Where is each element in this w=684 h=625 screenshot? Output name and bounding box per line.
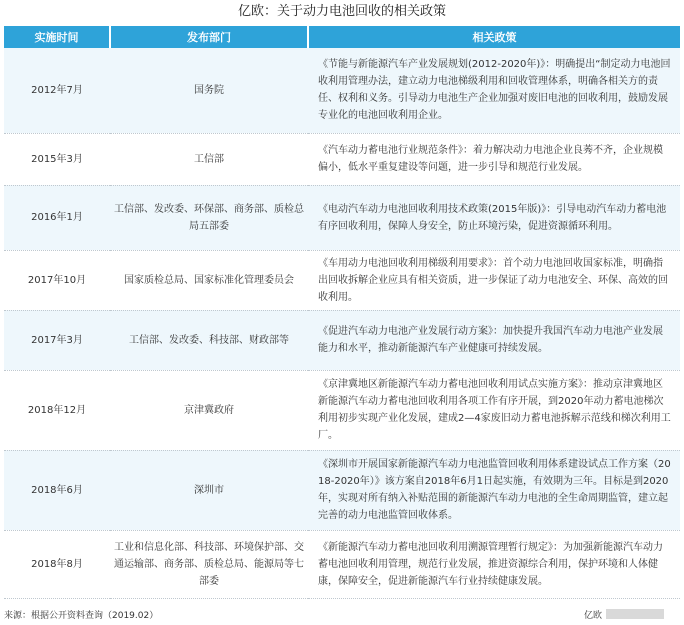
row-date: 2015年3月 xyxy=(4,133,110,185)
row-date: 2018年6月 xyxy=(4,450,110,530)
row-date: 2016年1月 xyxy=(4,185,110,250)
row-department: 国家质检总局、国家标准化管理委员会 xyxy=(110,250,308,310)
row-policy: 《新能源汽车动力蓄电池回收利用溯源管理暂行规定》：为加强新能源汽车动力蓄电池回收利用管理，规范行业发展，推进资源综合利用，保护环境和人体健康，保障安全，促进新能源汽车行业持续健康发展。 xyxy=(308,530,680,598)
table-row xyxy=(4,370,680,450)
table-header-row xyxy=(4,26,680,48)
blurred-watermark xyxy=(606,609,664,619)
row-policy: 《车用动力电池回收利用梯级利用要求》：首个动力电池回收国家标准，明确指出回收拆解企业应具有相关资质，进一步保证了动力电池安全、环保、高效的回收利用。 xyxy=(308,250,680,310)
row-policy: 《电动汽车动力电池回收利用技术政策(2015年版)》：引导电动汽车动力蓄电池有序回收利用，保障人身安全，防止环境污染，促进资源循环利用。 xyxy=(308,185,680,250)
row-date: 2018年12月 xyxy=(4,370,110,450)
row-department: 工信部、发改委、科技部、财政部等 xyxy=(110,310,308,370)
table-row xyxy=(4,133,680,185)
page-title: 亿欧：关于动力电池回收的相关政策 xyxy=(237,4,446,19)
row-date: 2017年10月 xyxy=(4,250,110,310)
row-department: 工信部 xyxy=(110,133,308,185)
policy-table xyxy=(4,26,680,599)
brand-label: 亿欧 xyxy=(584,611,603,621)
header-department: 发布部门 xyxy=(110,26,308,48)
row-department: 京津冀政府 xyxy=(110,370,308,450)
row-policy: 《京津冀地区新能源汽车动力蓄电池回收利用试点实施方案》：推动京津冀地区新能源汽车动力蓄电池回收利用各项工作有序开展，到2020年动力蓄电池梯次利用初步实现产业化发展，建成2—4家废旧动力蓄电池拆解示范线和梯次利用工厂。 xyxy=(308,370,680,450)
row-policy: 《汽车动力蓄电池行业规范条件》：着力解决动力电池企业良莠不齐，企业规模偏小，低水平重复建设等问题，进一步引导和规范行业发展。 xyxy=(308,133,680,185)
table-row xyxy=(4,450,680,530)
table-row xyxy=(4,530,680,598)
header-policy: 相关政策 xyxy=(308,26,680,48)
row-department: 工业和信息化部、科技部、环境保护部、交通运输部、商务部、质检总局、能源局等七部委 xyxy=(110,530,308,598)
table-row xyxy=(4,250,680,310)
row-date: 2012年7月 xyxy=(4,48,110,133)
table-row xyxy=(4,48,680,133)
row-department: 深圳市 xyxy=(110,450,308,530)
row-policy: 《节能与新能源汽车产业发展规划(2012-2020年)》：明确提出“制定动力电池回收利用管理办法，建立动力电池梯级利用和回收管理体系，明确各相关方的责任、权利和义务。引导动力电池生产企业加强对废旧电池的回收利用，鼓励发展专业化的电池回收利用企业。 xyxy=(308,48,680,133)
header-date: 实施时间 xyxy=(4,26,110,48)
table-row xyxy=(4,185,680,250)
row-policy: 《促进汽车动力电池产业发展行动方案》：加快提升我国汽车动力电池产业发展能力和水平，推动新能源汽车产业健康可持续发展。 xyxy=(308,310,680,370)
row-date: 2018年8月 xyxy=(4,530,110,598)
row-department: 工信部、发改委、环保部、商务部、质检总局五部委 xyxy=(110,185,308,250)
row-policy: 《深圳市开展国家新能源汽车动力电池监管回收利用体系建设试点工作方案（2018-2020年）》该方案自2018年6月1日起实施，有效期为三年。目标是到2020年，实现对所有纳入补贴范围的新能源汽车动力电池的全生命周期监管，建立起完善的动力电池监管回收体系。 xyxy=(308,450,680,530)
table-row xyxy=(4,310,680,370)
source-note: 来源：根据公开资料查询（2019.02） xyxy=(4,611,159,621)
row-department: 国务院 xyxy=(110,48,308,133)
row-date: 2017年3月 xyxy=(4,310,110,370)
